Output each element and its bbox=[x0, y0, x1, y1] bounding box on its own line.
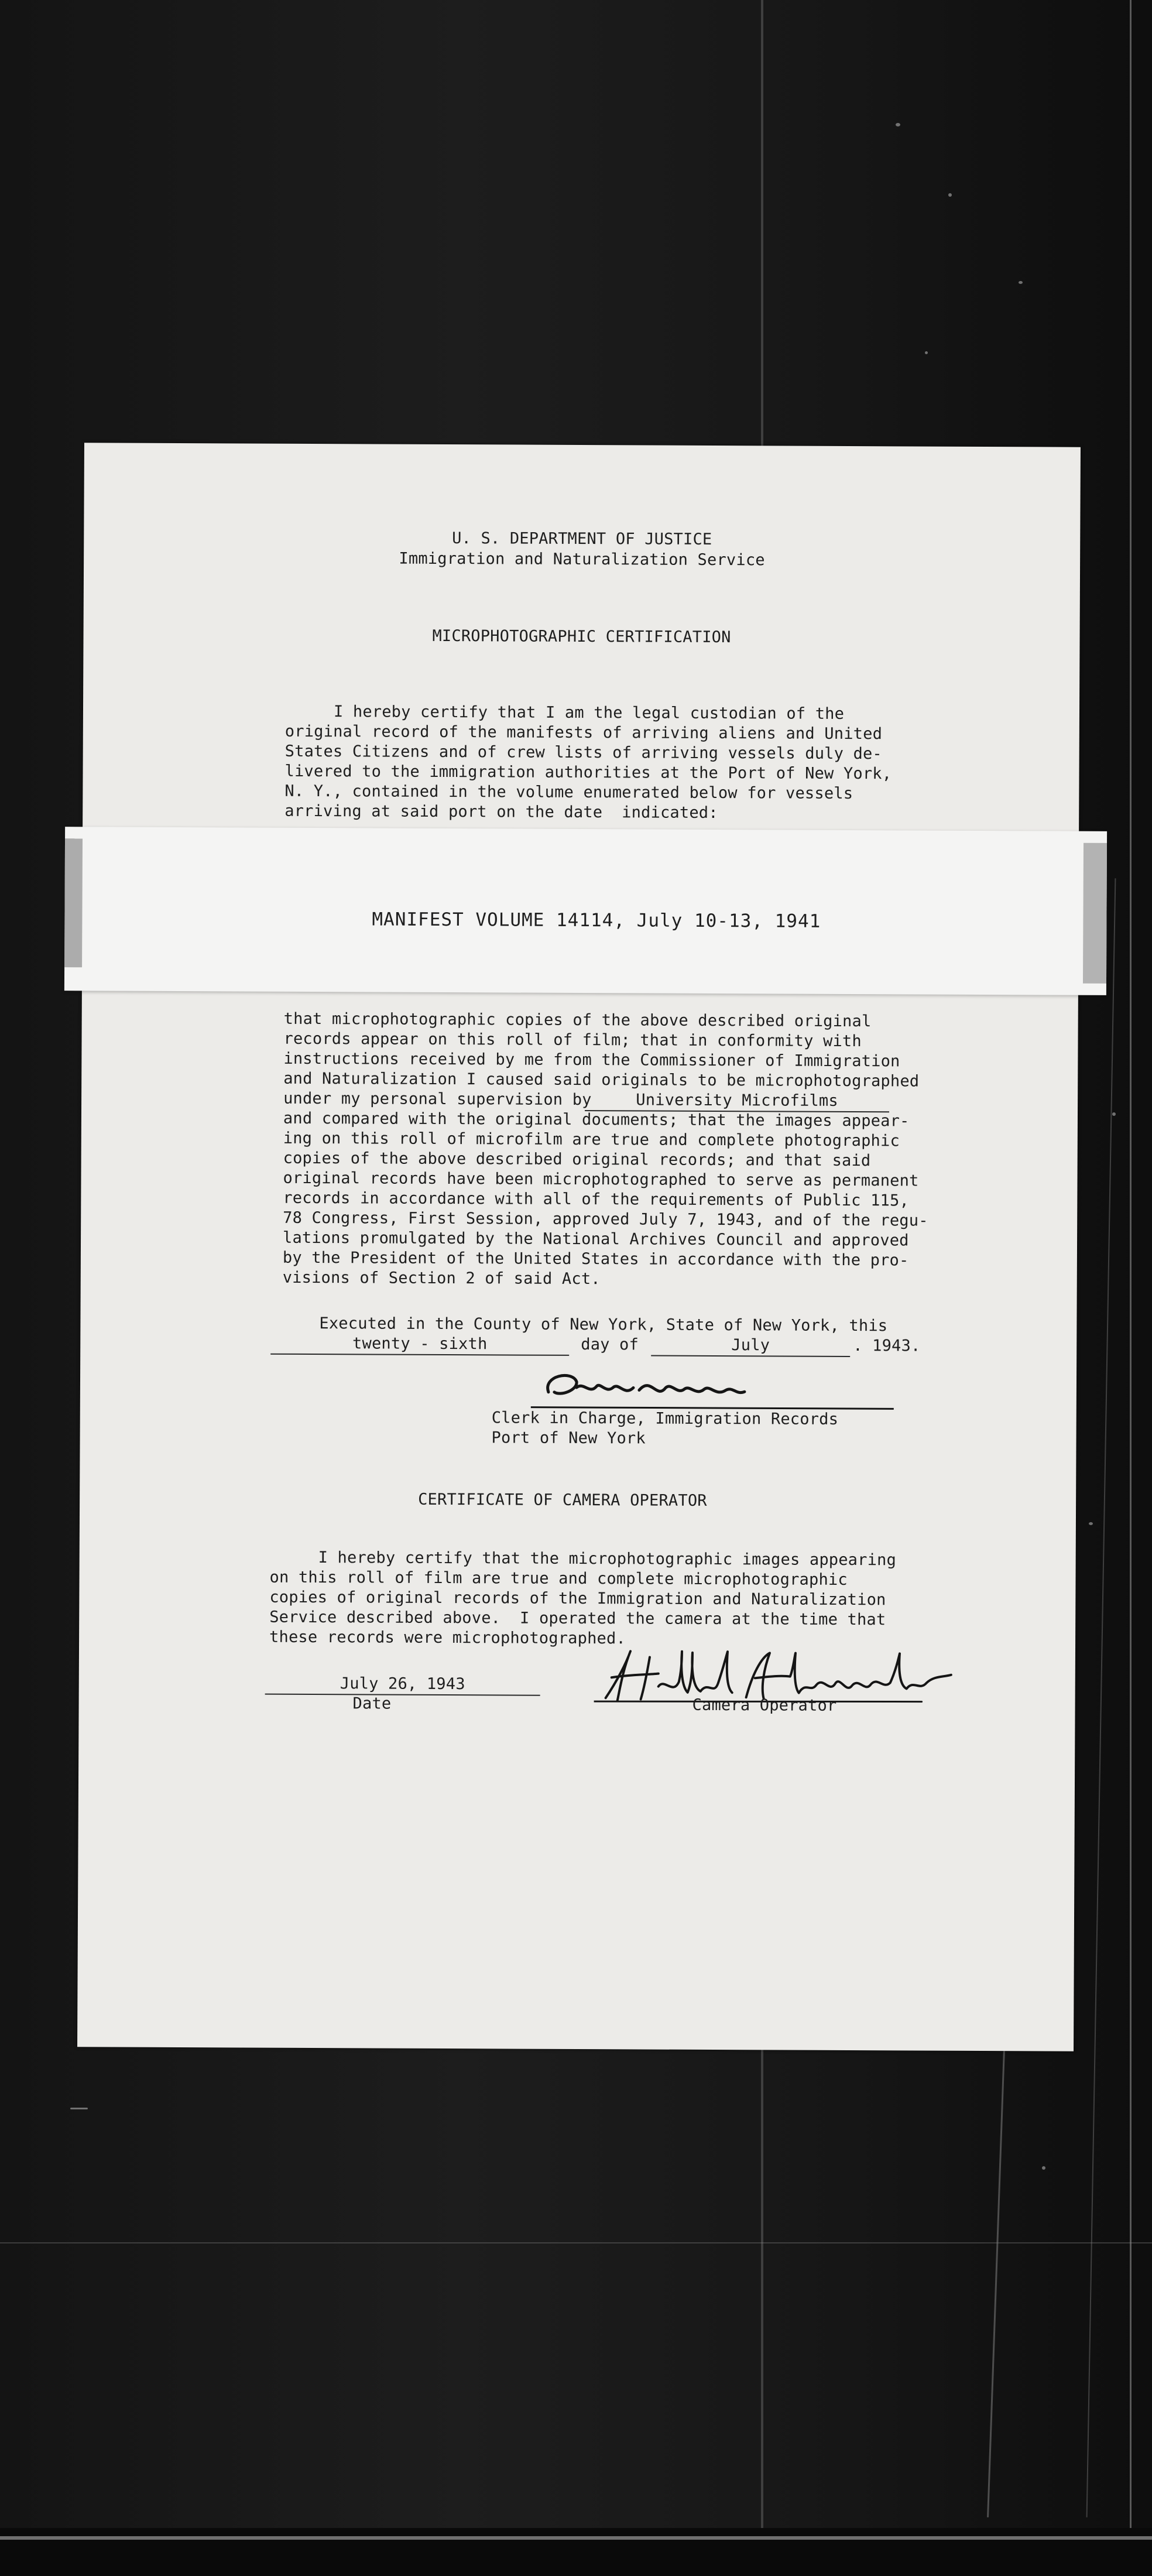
intro-line: N. Y., contained in the volume enumerated below for vessels bbox=[284, 782, 853, 803]
intro-line: I hereby certify that I am the legal custodian of the bbox=[333, 703, 845, 723]
clerk-title: Clerk in Charge, Immigration Records bbox=[491, 1409, 839, 1429]
year-field: . 1943. bbox=[853, 1337, 921, 1355]
manifest-volume: MANIFEST VOLUME 14114, July 10-13, 1941 bbox=[372, 909, 821, 932]
film-speck bbox=[70, 2108, 88, 2109]
body-line: and compared with the original documents; that the images appear- bbox=[283, 1109, 910, 1131]
film-speck bbox=[1112, 1112, 1116, 1116]
body-line: copies of the above described original records; and that said bbox=[283, 1149, 871, 1170]
department-heading: U. S. DEPARTMENT OF JUSTICE bbox=[452, 529, 712, 549]
film-speck bbox=[1019, 281, 1023, 284]
certificate-page bbox=[77, 443, 1081, 2051]
body-line: records appear on this roll of film; that in conformity with bbox=[283, 1029, 862, 1051]
body-line: and Naturalization I caused said originals to be microphotographed bbox=[283, 1069, 920, 1091]
body-line: records in accordance with all of the requirements of Public 115, bbox=[283, 1188, 910, 1210]
film-speck bbox=[896, 123, 900, 126]
body-line: by the President of the United States in accordance with the pro- bbox=[282, 1248, 909, 1270]
camera-line: these records were microphotographed. bbox=[269, 1628, 626, 1648]
intro-line: States Citizens and of crew lists of arriving vessels duly de- bbox=[284, 742, 882, 763]
film-speck bbox=[948, 193, 952, 197]
executed-line: Executed in the County of New York, State of New York, this bbox=[319, 1314, 888, 1335]
camera-line: copies of original records of the Immigration and Naturalization bbox=[269, 1588, 886, 1609]
film-bottom-edge bbox=[0, 2528, 1152, 2576]
film-speck bbox=[1089, 1522, 1093, 1525]
camera-line: Service described above. I operated the camera at the time that bbox=[269, 1608, 886, 1629]
film-speck bbox=[1042, 2166, 1045, 2170]
camera-date-label: Date bbox=[352, 1694, 392, 1713]
month-field: July bbox=[651, 1335, 850, 1357]
film-scratch bbox=[0, 2242, 1152, 2243]
intro-line: arriving at said port on the date indicated: bbox=[284, 801, 718, 823]
body-line: 78 Congress, First Session, approved July 7, 1943, and of the regu- bbox=[283, 1208, 928, 1230]
clerk-signature bbox=[531, 1364, 894, 1413]
camera-operator-label: Camera Operator bbox=[692, 1695, 837, 1715]
camera-date-field: July 26, 1943 bbox=[265, 1673, 540, 1696]
body-line: under my personal supervision by bbox=[283, 1089, 592, 1109]
body-line: original records have been microphotographed to serve as permanent bbox=[283, 1169, 919, 1190]
service-heading: Immigration and Naturalization Service bbox=[399, 549, 765, 570]
body-line: lations promulgated by the National Archives Council and approved bbox=[282, 1228, 909, 1250]
body-line: visions of Section 2 of said Act. bbox=[282, 1268, 601, 1289]
camera-line: on this roll of film are true and complete microphotographic bbox=[269, 1568, 848, 1590]
film-scratch bbox=[1130, 0, 1132, 2576]
film-speck bbox=[925, 351, 928, 354]
camera-section-title: CERTIFICATE OF CAMERA OPERATOR bbox=[418, 1490, 707, 1510]
day-of-label: day of bbox=[581, 1335, 639, 1354]
camera-line: I hereby certify that the microphotographic images appearing bbox=[318, 1549, 897, 1570]
day-field: twenty - sixth bbox=[270, 1333, 569, 1356]
filmer-field: University Microfilms bbox=[585, 1090, 889, 1112]
clerk-port: Port of New York bbox=[491, 1429, 646, 1448]
document-title: MICROPHOTOGRAPHIC CERTIFICATION bbox=[432, 626, 731, 647]
body-line: instructions received by me from the Commissioner of Immigration bbox=[283, 1049, 900, 1071]
intro-line: livered to the immigration authorities at the Port of New York, bbox=[284, 762, 892, 783]
intro-line: original record of the manifests of arriving aliens and United bbox=[284, 722, 883, 744]
body-line: that microphotographic copies of the above described original bbox=[283, 1009, 872, 1031]
body-line: ing on this roll of microfilm are true and complete photographic bbox=[283, 1129, 900, 1150]
